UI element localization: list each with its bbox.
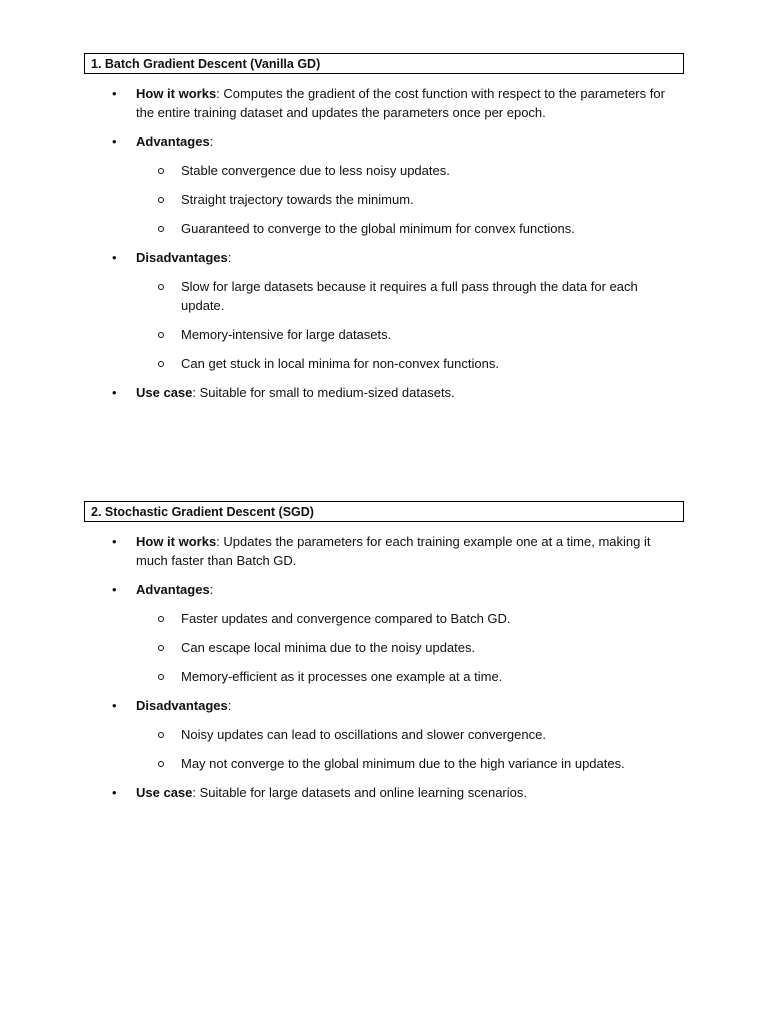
list-item xyxy=(0,325,647,344)
list-item-how-it-works xyxy=(0,84,666,122)
label-use-case: Use case xyxy=(136,785,193,800)
list-item xyxy=(0,609,647,628)
circle-bullet-icon xyxy=(158,284,164,290)
advantage-text: Straight trajectory towards the minimum. xyxy=(181,192,414,207)
label-advantages: Advantages xyxy=(136,582,210,597)
label-disadvantages: Disadvantages xyxy=(136,250,228,265)
text-use-case: : Suitable for small to medium-sized datasets. xyxy=(192,385,455,400)
list-item-advantages xyxy=(0,580,666,686)
list-item xyxy=(0,638,647,657)
section-heading: 2. Stochastic Gradient Descent (SGD) xyxy=(84,501,684,522)
bullet-icon: • xyxy=(112,385,117,400)
circle-bullet-icon xyxy=(158,761,164,767)
bullet-icon: • xyxy=(112,86,117,101)
label-how-it-works: How it works xyxy=(136,86,217,101)
advantage-text: Guaranteed to converge to the global minimum for convex functions. xyxy=(181,221,575,236)
advantages-list xyxy=(136,609,666,686)
list-item xyxy=(0,219,647,238)
bullet-icon: • xyxy=(112,698,117,713)
list-item xyxy=(0,667,647,686)
circle-bullet-icon xyxy=(158,197,164,203)
list-item xyxy=(0,354,647,373)
list-item-disadvantages xyxy=(0,248,666,373)
bullet-list xyxy=(0,84,768,412)
bullet-icon: • xyxy=(112,582,117,597)
colon: : xyxy=(227,250,232,265)
bullet-icon: • xyxy=(112,534,117,549)
colon: : xyxy=(227,698,232,713)
list-item xyxy=(0,725,647,744)
bullet-icon: • xyxy=(112,785,117,800)
disadvantage-text: May not converge to the global minimum due to the high variance in updates. xyxy=(181,756,625,771)
list-item xyxy=(0,754,647,773)
disadvantage-text: Can get stuck in local minima for non-convex functions. xyxy=(181,356,499,371)
circle-bullet-icon xyxy=(158,732,164,738)
advantage-text: Faster updates and convergence compared to Batch GD. xyxy=(181,611,511,626)
list-item-use-case xyxy=(0,383,666,402)
list-item-advantages xyxy=(0,132,666,238)
circle-bullet-icon xyxy=(158,168,164,174)
colon: : xyxy=(209,134,214,149)
list-item-how-it-works xyxy=(0,532,666,570)
section-heading: 1. Batch Gradient Descent (Vanilla GD) xyxy=(84,53,684,74)
disadvantages-list xyxy=(136,277,666,373)
advantage-text: Stable convergence due to less noisy updates. xyxy=(181,163,450,178)
advantage-text: Can escape local minima due to the noisy updates. xyxy=(181,640,476,655)
disadvantage-text: Slow for large datasets because it requires a full pass through the data for each update. xyxy=(181,279,638,313)
circle-bullet-icon xyxy=(158,616,164,622)
disadvantage-text: Noisy updates can lead to oscillations and slower convergence. xyxy=(181,727,546,742)
list-item-disadvantages xyxy=(0,696,666,773)
list-item xyxy=(0,190,647,209)
disadvantages-list xyxy=(136,725,666,773)
circle-bullet-icon xyxy=(158,332,164,338)
text-how-it-works: : Computes the gradient of the cost function with respect to the parameters for the entire training dataset and updates the parameters once per epoch. xyxy=(136,86,665,120)
advantage-text: Memory-efficient as it processes one example at a time. xyxy=(181,669,503,684)
label-use-case: Use case xyxy=(136,385,193,400)
bullet-list xyxy=(0,532,768,812)
advantages-list xyxy=(136,161,666,238)
label-disadvantages: Disadvantages xyxy=(136,698,228,713)
disadvantage-text: Memory-intensive for large datasets. xyxy=(181,327,392,342)
circle-bullet-icon xyxy=(158,361,164,367)
text-how-it-works: : Updates the parameters for each training example one at a time, making it much faster than Batch GD. xyxy=(136,534,651,568)
text-use-case: : Suitable for large datasets and online learning scenarios. xyxy=(192,785,527,800)
colon: : xyxy=(209,582,214,597)
list-item xyxy=(0,161,647,180)
label-how-it-works: How it works xyxy=(136,534,217,549)
circle-bullet-icon xyxy=(158,674,164,680)
circle-bullet-icon xyxy=(158,226,164,232)
label-advantages: Advantages xyxy=(136,134,210,149)
list-item xyxy=(0,277,647,315)
circle-bullet-icon xyxy=(158,645,164,651)
bullet-icon: • xyxy=(112,250,117,265)
list-item-use-case xyxy=(0,783,666,802)
bullet-icon: • xyxy=(112,134,117,149)
